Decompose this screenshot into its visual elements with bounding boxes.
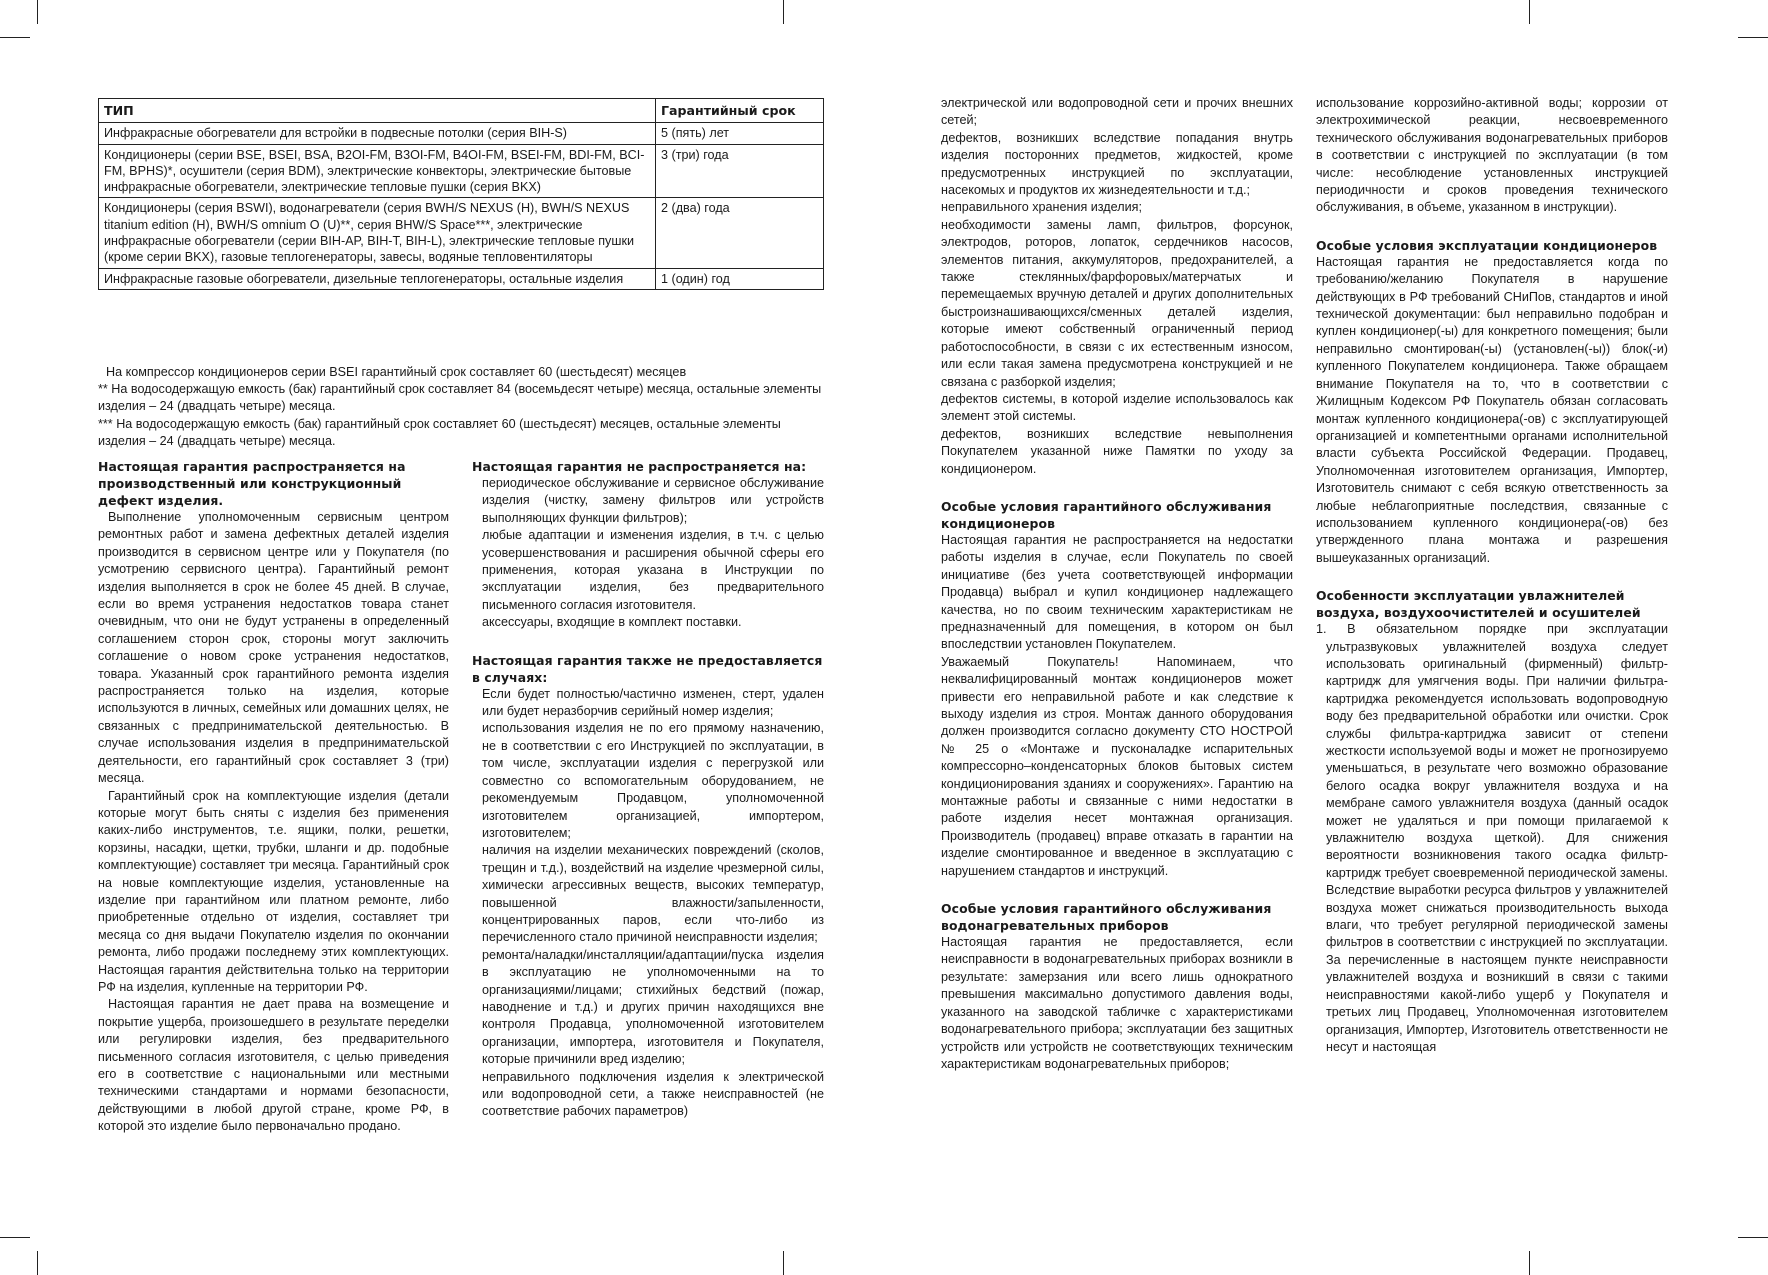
footnote: ** На водосодержащую емкость (бак) гарантийный срок составляет 84 (восемьдесят четыре) месяца, остальные элементы изделия – 24 (двадцать четыре) месяца.: [98, 382, 822, 414]
paragraph: Настоящая гарантия не предоставляется когда по требованию/желанию Покупателя в нарушение действующих в РФ требований СНиПов, стандартов и иной технической документации: был неправильно подобран и куплен кондиционер(-ы) для конкретного помещения; были неправильно смонтирован(-ы) (установлен(-ы)) блок(-и) купленного Покупателем кондиционера. Также обращаем внимание Покупателя на то, что в соответствии с Жилищным Кодексом РФ Покупатель обязан согласовать монтаж купленного кондиционера(-ов) с эксплуатирующей организацией и компетентными органами исполнительной власти субъекта Российской Федерации. Продавец, Уполномоченная изготовителем организация, Импортер, Изготовитель снимают с себя всякую ответственность за любые неблагоприятные последствия, связанные с использованием купленного кондиционера(-ов) без утвержденного плана монтажа и разрешения вышеуказанных организаций.: [1316, 254, 1668, 565]
warranty-table: [98, 98, 824, 290]
table-row: [99, 268, 824, 289]
column-header-term: Гарантийный срок: [656, 99, 824, 123]
paragraph: Настоящая гарантия не предоставляется, если неисправности в водонагревательных приборах возникли в результате: замерзания или всего лишь однократного превышения максимально допустимого давления воды, указанного на заводской табличке с характеристиками водонагревательного прибора; эксплуатации без защитных устройств или устройств не соответствующих техническим характеристикам водонагревательных приборов;: [941, 935, 1293, 1071]
section-heading: Настоящая гарантия также не предоставляется в случаях:: [472, 652, 823, 685]
table-header-row: [99, 99, 824, 123]
numbered-paragraph: 1. В обязательном порядке при эксплуатации ультразвуковых увлажнителей воздуха следует использовать оригинальный (фирменный) фильтр-картридж для умягчения воды. При наличии фильтра-картриджа рекомендуется использовать водопроводную воду без предварительной обработки или очистки. Срок службы фильтра-картриджа зависит от степени жесткости используемой воды и может не прогнозируемо уменьшаться, в результате чего возможно образование белого осадка вокруг увлажнителя воздуха и на мембране самого увлажнителя воздуха (данный осадок может не удаляться и при помощи прилагаемой к увлажнителю воздуха щеткой). Для снижения вероятности возникновения такого осадка фильтр-картридж требует своевременной периодической замены. Вследствие выработки ресурса фильтров у увлажнителей воздуха может снижаться производительность выхода влаги, что требует регулярной периодической замены фильтров в соответствии с инструкцией по эксплуатации. За перечисленные в настоящем пункте неисправности увлажнителей воздуха и возникший в связи с такими неисправностями какой-либо ущерб у Покупателя и третьих лиц Продавец, Уполномоченная изготовителем организация, Импортер, Изготовитель ответственности не несут и настоящая: [1316, 622, 1668, 1054]
column-3: [941, 95, 1293, 1073]
list-item: любые адаптации и изменения изделия, в т.ч. с целью усовершенствования и расширения обычной сферы его применения, которая указана в Инструкции по эксплуатации изделия, без предварительного письменного согласия изготовителя.: [482, 528, 824, 612]
table-cell-term: 5 (пять) лет: [656, 123, 824, 144]
table-cell-type: Кондиционеры (серии BSE, BSEI, BSA, B2OI-FM, B3OI-FM, B4OI-FM, BSEI-FM, BDI-FM, BCI-FM, BPHS)*, осушители (серия BDM), электрические конвекторы, электрические бытовые инфракрасные обогреватели, электрические тепловые пушки (серия BKX): [99, 144, 656, 198]
crop-mark: [1529, 0, 1530, 24]
list-item: использования изделия не по его прямому назначению, не в соответствии с его Инструкцией по эксплуатации, в том числе, эксплуатации изделия с перегрузкой или совместно со вспомогательным оборудованием, не рекомендуемым Продавцом, уполномоченной изготовителем организацией, импортером, изготовителем;: [482, 721, 824, 840]
footnote: На компрессор кондиционеров серии BSEI гарантийный срок составляет 60 (шестьдесят) месяцев: [106, 365, 687, 379]
column-2: [472, 458, 824, 1121]
list-item: дефектов, возникших вследствие невыполнения Покупателем указанной ниже Памятки по уходу за кондиционером.: [941, 426, 1293, 476]
crop-mark: [783, 1251, 784, 1275]
list-item: дефектов системы, в которой изделие использовалось как элемент этой системы.: [941, 391, 1293, 424]
section-heading: Настоящая гарантия не распространяется на:: [472, 459, 807, 474]
list-item: неправильного подключения изделия к электрической или водопроводной сети, а также неисправностей (не соответствие рабочих параметров): [482, 1069, 824, 1119]
section-heading: Настоящая гарантия распространяется на производственный или конструкционный дефект изделия.: [98, 459, 406, 508]
crop-mark: [1738, 37, 1768, 38]
crop-mark: [0, 37, 30, 38]
crop-mark: [0, 1237, 30, 1238]
table-cell-term: 1 (один) год: [656, 268, 824, 289]
list-item: Если будет полностью/частично изменен, стерт, удален или будет неразборчив серийный номер изделия;: [482, 686, 824, 719]
table-row: [99, 144, 824, 198]
crop-mark: [37, 1251, 38, 1275]
paragraph: Настоящая гарантия не распространяется на недостатки работы изделия в случае, если Покупатель по своей инициативе (без учета соответствующей информации Продавца) выбрал и купил кондиционер надлежащего качества, но по своим техническим характеристикам не предназначенный для помещения, в котором он был впоследствии установлен Покупателем.: [941, 532, 1293, 652]
column-1: [98, 458, 449, 1136]
list-item: ремонта/наладки/инсталляции/адаптации/пуска изделия в эксплуатацию не уполномоченными на то организациями/лицами; стихийных бедствий (пожар, наводнение и т.д.) и других причин находящихся вне контроля Продавца, уполномоченной изготовителем организации, импортера, изготовителя и Покупателя, которые причинили вред изделию;: [482, 947, 824, 1067]
list-item: наличия на изделии механических повреждений (сколов, трещин и т.д.), воздействий на изделие чрезмерной силы, химически агрессивных веществ, высоких температур, повышенной влажности/запыленности, концентрированных паров, если что-либо из перечисленного стало причиной неисправности изделия;: [482, 843, 824, 945]
paragraph: Гарантийный срок на комплектующие изделия (детали которые могут быть сняты с изделия без применения каких-либо инструментов, т.е. ящики, полки, решетки, корзины, насадки, щетки, трубки, шланги и др. подобные комплектующие) составляет три месяца. Гарантийный срок на новые комплектующие изделия, установленные на изделие при гарантийном или платном ремонте, либо приобретенные отдельно от изделия, составляет три месяца со дня выдачи Покупателю изделия по окончании ремонта, либо продажи последнему этих комплектующих. Настоящая гарантия действительна только на территории РФ на изделия, купленные на территории РФ.: [98, 788, 449, 994]
crop-mark: [783, 0, 784, 24]
paragraph: Настоящая гарантия не дает права на возмещение и покрытие ущерба, произошедшего в результате переделки или регулировки изделия, без предварительного письменного согласия изготовителя, с целью приведения его в соответствие с национальными или местными техническими стандартами и нормами безопасности, действующими в любой другой стране, кроме РФ, в которой это изделие было первоначально продано.: [98, 997, 449, 1134]
column-header-type: ТИП: [99, 99, 656, 123]
table-cell-type: Инфракрасные обогреватели для встройки в подвесные потолки (серия BIH-S): [99, 123, 656, 144]
table-row: [99, 198, 824, 268]
list-item: необходимости замены ламп, фильтров, форсунок, электродов, роторов, лопаток, сердечников насосов, элементов питания, аккумуляторов, предохранителей, а также стеклянных/фарфоровых/матерчатых и перемещаемых вручную деталей и других дополнительных быстроизнашивающихся/сменных деталей изделия, которые имеют собственный ограниченный период работоспособности, в связи с их естественным износом, или если такая замена предусмотрена конструкцией и не связана с разборкой изделия;: [941, 217, 1293, 389]
footnote: *** На водосодержащую емкость (бак) гарантийный срок составляет 60 (шестьдесят) месяцев, остальные элементы изделия – 24 (двадцать четыре) месяца.: [98, 416, 781, 448]
crop-mark: [1738, 1237, 1768, 1238]
list-item: дефектов, возникших вследствие попадания внутрь изделия посторонних предметов, жидкостей, кроме предусмотренных инструкцией по эксплуатации, насекомых и продуктов их жизнедеятельности и т.д.;: [941, 130, 1293, 198]
section-heading: Особые условия гарантийного обслуживания кондиционеров: [941, 498, 1272, 531]
list-item: неправильного хранения изделия;: [941, 200, 1142, 215]
table-cell-type: Инфракрасные газовые обогреватели, дизельные теплогенераторы, остальные изделия: [99, 268, 656, 289]
section-heading: Особенности эксплуатации увлажнителей воздуха, воздухоочистителей и осушителей: [1316, 588, 1641, 621]
column-4: [1316, 95, 1668, 1056]
table-row: [99, 123, 824, 144]
list-item: аксессуары, входящие в комплект поставки.: [482, 615, 742, 630]
table-cell-term: 3 (три) года: [656, 144, 824, 198]
section-heading: Особые условия гарантийного обслуживания водонагревательных приборов: [941, 901, 1272, 934]
section-heading: Особые условия эксплуатации кондиционеров: [1316, 237, 1658, 253]
table-footnotes: [98, 364, 824, 450]
table-cell-term: 2 (два) года: [656, 198, 824, 268]
list-item: электрической или водопроводной сети и прочих внешних сетей;: [941, 96, 1293, 128]
paragraph: Уважаемый Покупатель! Напоминаем, что неквалифицированный монтаж кондиционеров может привести его неправильной работе и как следствие к выходу изделия из строя. Монтаж данного оборудования должен производится согласно документу СТО НОСТРОЙ № 25 о «Монтаже и пусконаладке испарительных компрессорно–конденсаторных блоков бытовых систем кондиционирования зданиях и сооружениях». Гарантию на монтажные работы и связанные с ними недостатки в работе изделия несет монтажная организация. Производитель (продавец) вправе отказать в гарантии на изделие смонтированное и введенное в эксплуатацию с нарушением стандартов и инструкций.: [941, 654, 1293, 878]
crop-mark: [1529, 1251, 1530, 1275]
crop-mark: [37, 0, 38, 24]
paragraph: использование коррозийно-активной воды; коррозии от электрохимической реакции, несвоевременного технического обслуживания водонагревательных приборов в соответствии с инструкцией по эксплуатации (в том числе: несоблюдение установленных инструкцией периодичности и сроков проведения технического обслуживания, в объеме, указанном в инструкции).: [1316, 96, 1668, 215]
list-item: периодическое обслуживание и сервисное обслуживание изделия (чистку, замену фильтров или устройств выполняющих функции фильтров);: [482, 476, 824, 525]
paragraph: Выполнение уполномоченным сервисным центром ремонтных работ и замена дефектных деталей изделия производится в сервисном центре или у Покупателя (по усмотрению сервисного центра). Гарантийный ремонт изделия выполняется в срок не более 45 дней. В случае, если во время устранения недостатков товара станет очевидным, что они не будут устранены в определенный соглашением сторон срок, стороны могут заключить соглашение о новом сроке устранения недостатков, товара. Указанный срок гарантийного ремонта изделия распространяется только на изделия, которые используются в личных, семейных или домашних целях, не связанных с предпринимательской деятельностью. В случае использования изделия в предпринимательской деятельности, его гарантийный срок составляет 3 (три) месяца.: [98, 510, 449, 786]
table-cell-type: Кондиционеры (серия BSWI), водонагреватели (серия BWH/S NEXUS (H), BWH/S NEXUS titanium edition (H), BWH/S omnium O (U)**, серия BHW/S Space***, электрические инфракрасные обогреватели (серии BIH-AP, BIH-T, BIH-L), электрические тепловые пушки (кроме серии BKX), газовые теплогенераторы, завесы, водяные тепловентиляторы: [99, 198, 656, 268]
